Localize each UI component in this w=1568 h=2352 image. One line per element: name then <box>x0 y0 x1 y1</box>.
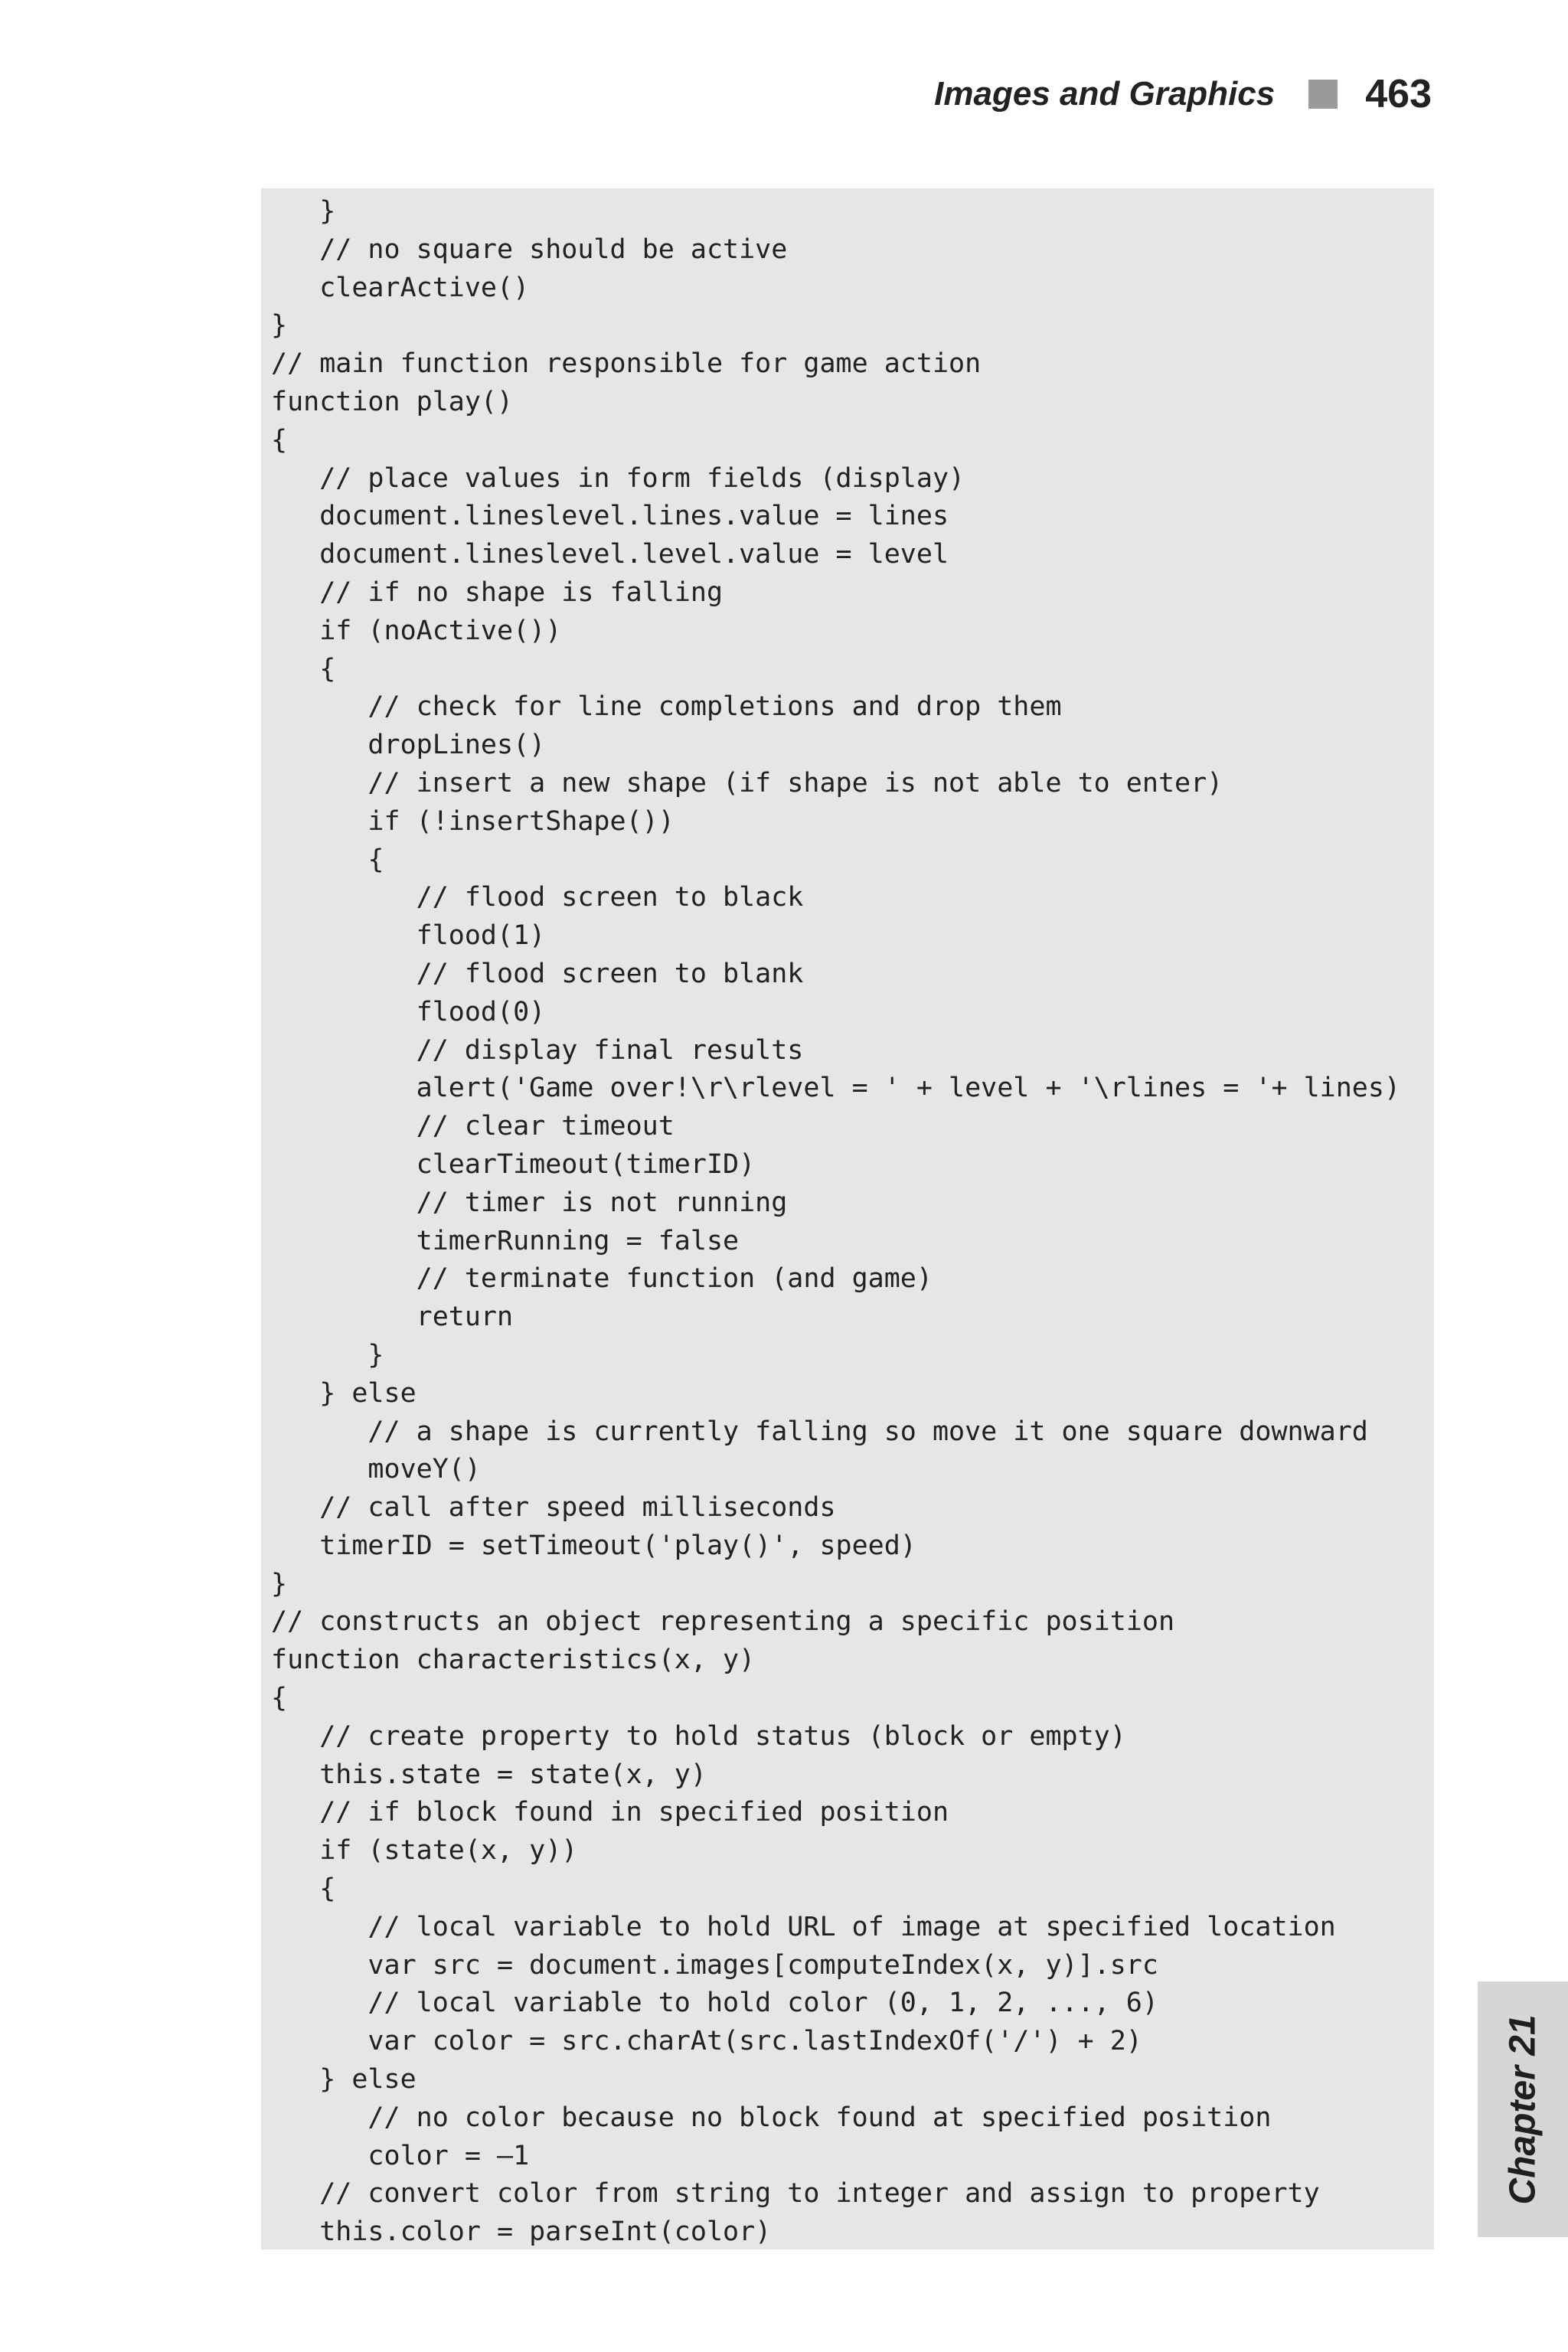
code-line: // if no shape is falling <box>271 577 724 608</box>
code-line: document.lineslevel.level.value = level <box>271 539 949 570</box>
code-line: if (state(x, y)) <box>271 1835 578 1867</box>
code-line: // main function responsible for game action <box>271 348 982 380</box>
page-number: 463 <box>1365 72 1432 116</box>
code-line: flood(1) <box>271 920 546 952</box>
code-line: // call after speed milliseconds <box>271 1492 836 1524</box>
code-line: flood(0) <box>271 996 546 1027</box>
code-line: // constructs an object representing a specific position <box>271 1606 1175 1638</box>
code-line: alert('Game over!\r\rlevel = ' + level + '\rlines = '+ lines) <box>271 1073 1401 1104</box>
code-line: function play() <box>271 386 514 417</box>
code-line: { <box>271 1683 288 1714</box>
section-title: Images and Graphics <box>934 75 1276 113</box>
code-line: function characteristics(x, y) <box>271 1645 756 1676</box>
code-line: color = –1 <box>271 2140 530 2171</box>
code-line: // convert color from string to integer and assign to property <box>271 2178 1320 2210</box>
code-line: if (!insertShape()) <box>271 805 675 837</box>
code-line: { <box>271 844 384 875</box>
code-line: timerID = setTimeout('play()', speed) <box>271 1530 916 1561</box>
code-line: } else <box>271 1377 416 1409</box>
code-line: // if block found in specified position <box>271 1797 949 1828</box>
code-line: if (noActive()) <box>271 615 562 646</box>
code-line: { <box>271 653 336 684</box>
code-line: // create property to hold status (block or empty) <box>271 1720 1126 1752</box>
code-line: dropLines() <box>271 730 546 761</box>
code-line: // no color because no block found at specified position <box>271 2102 1272 2133</box>
code-line: } <box>271 310 288 341</box>
code-line: moveY() <box>271 1454 481 1485</box>
code-line: // a shape is currently falling so move it one square downward <box>271 1416 1368 1447</box>
code-line: // no square should be active <box>271 234 788 265</box>
code-line: var src = document.images[computeIndex(x, y)].src <box>271 1949 1158 1981</box>
code-line: } <box>271 1339 384 1370</box>
code-line: this.state = state(x, y) <box>271 1759 707 1790</box>
code-line: // clear timeout <box>271 1111 675 1142</box>
code-line: // flood screen to black <box>271 882 804 913</box>
code-line: document.lineslevel.lines.value = lines <box>271 501 949 532</box>
code-line: } else <box>271 2064 416 2096</box>
code-line: { <box>271 424 288 456</box>
code-line: // local variable to hold color (0, 1, 2, ..., 6) <box>271 1988 1158 2019</box>
header-square-icon <box>1308 80 1338 109</box>
code-line: var color = src.charAt(src.lastIndexOf('/') + 2) <box>271 2026 1142 2057</box>
code-line: { <box>271 1873 336 1905</box>
code-line: } <box>271 196 336 227</box>
code-line: } <box>271 1568 288 1599</box>
code-line: // local variable to hold URL of image at specified location <box>271 1911 1336 1942</box>
chapter-tab <box>1478 1981 1568 2237</box>
code-line: clearActive() <box>271 272 530 303</box>
running-header <box>0 67 1432 121</box>
chapter-label: Chapter 21 <box>1502 2014 1544 2205</box>
code-line: this.color = parseInt(color) <box>271 2216 772 2248</box>
code-line: // timer is not running <box>271 1187 788 1218</box>
code-line: // place values in form fields (display) <box>271 462 965 494</box>
code-line: // display final results <box>271 1034 804 1066</box>
code-line: clearTimeout(timerID) <box>271 1148 756 1180</box>
code-line: // insert a new shape (if shape is not able to enter) <box>271 767 1223 799</box>
code-line: // flood screen to blank <box>271 958 804 989</box>
code-line: timerRunning = false <box>271 1225 740 1256</box>
code-line: // check for line completions and drop them <box>271 691 1062 723</box>
code-line: return <box>271 1302 514 1333</box>
code-line: // terminate function (and game) <box>271 1263 933 1295</box>
code-listing <box>261 188 1434 2249</box>
